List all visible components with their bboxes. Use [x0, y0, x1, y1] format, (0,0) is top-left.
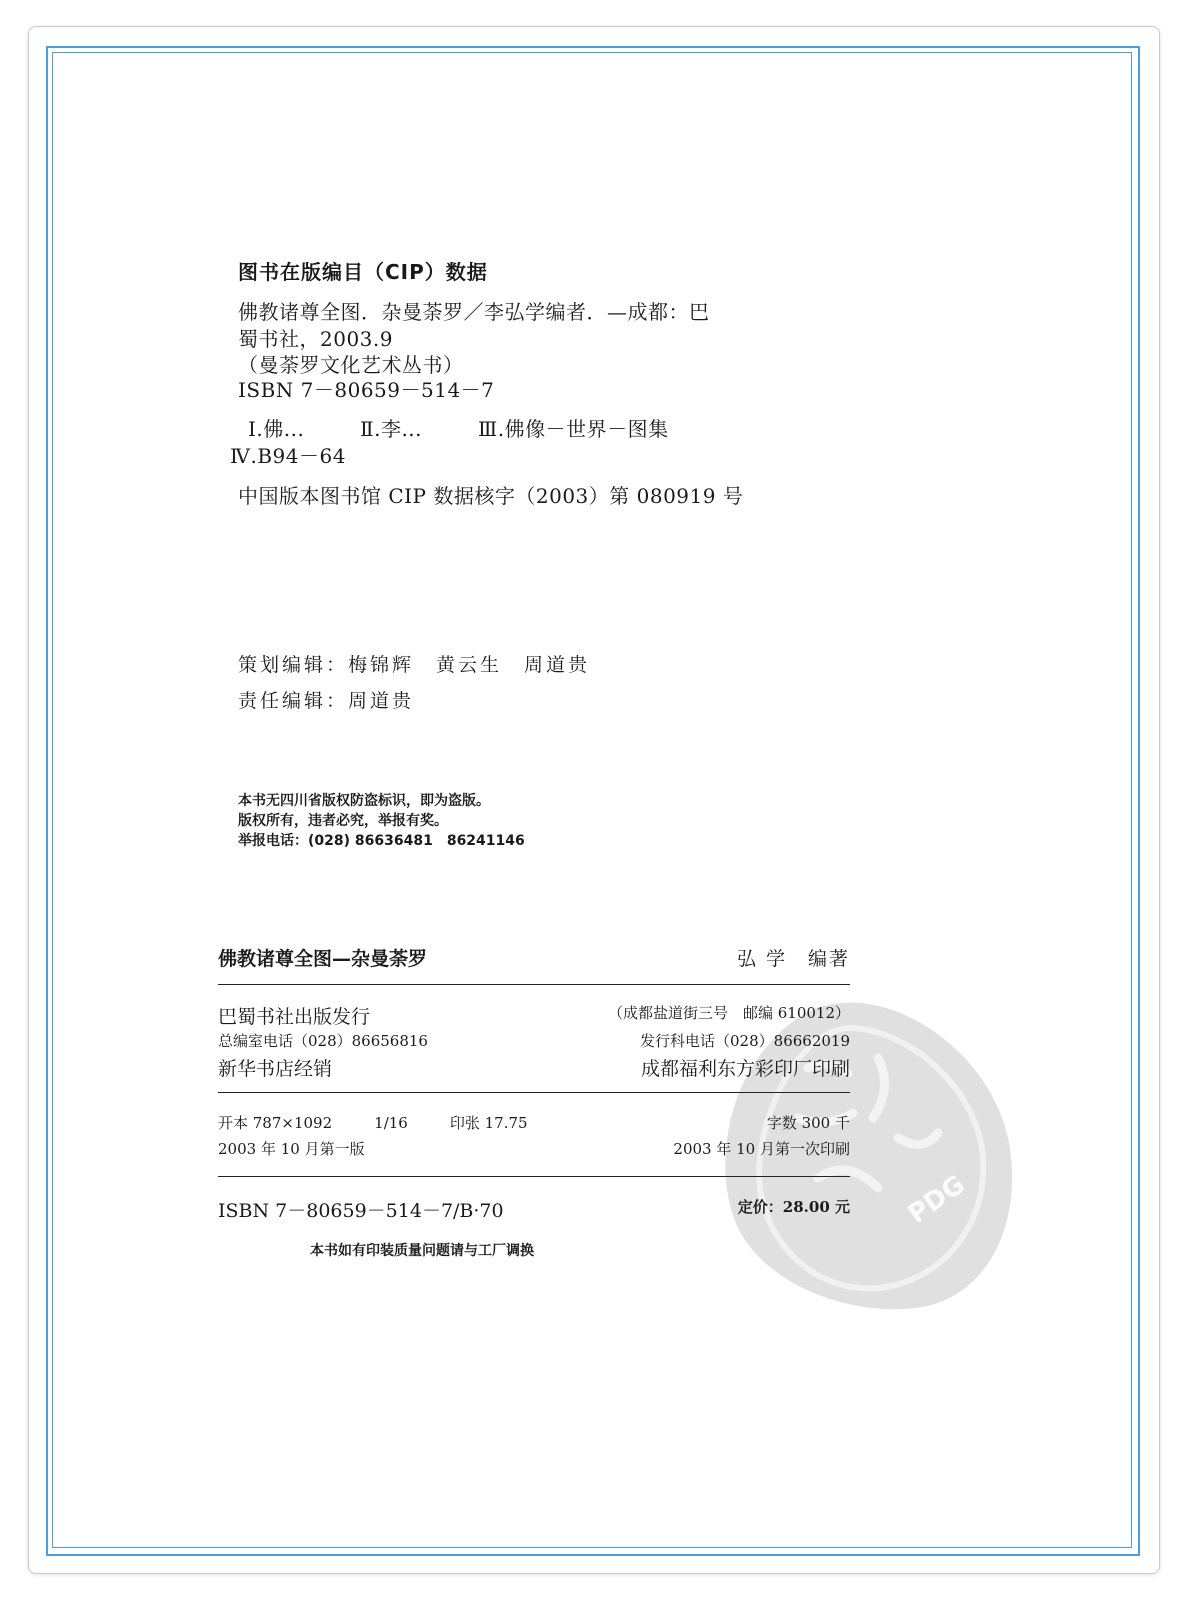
book-fraction: 1/16: [374, 1114, 408, 1132]
notice-line-2: 版权所有，违者必究，举报有奖。: [238, 813, 448, 829]
book-sheets: 印张 17.75: [449, 1114, 528, 1132]
stamp-text: PDG: [902, 1169, 971, 1230]
isbn-row: [218, 1196, 850, 1223]
cip-line-2: 蜀书社，2003.9: [238, 327, 393, 351]
cip-line-3: （曼荼罗文化艺术丛书）: [238, 353, 464, 377]
price: 定价：28.00 元: [737, 1198, 850, 1216]
notice-line-1: 本书无四川省版权防盗标识，即为盗版。: [238, 793, 490, 809]
distributor: 新华书店经销: [218, 1058, 333, 1080]
cip-isbn: ISBN 7－80659－514－7: [238, 378, 495, 402]
editorial-phone: 总编室电话（028）86656816: [218, 1032, 428, 1050]
publisher: 巴蜀书社出版发行: [218, 1006, 371, 1028]
colophon-rule-2: [218, 1092, 850, 1093]
publisher-address: （成都盐道街三号 邮编 610012）: [607, 1004, 850, 1022]
cip-class-3: Ⅲ.佛像－世界－图集: [478, 417, 669, 441]
page-border-inner: [52, 52, 1132, 1548]
isbn-full: ISBN 7－80659－514－7/B·70: [218, 1200, 504, 1222]
cip-heading: 图书在版编目（CIP）数据: [238, 260, 488, 284]
cip-class-1: Ⅰ.佛...: [248, 417, 305, 441]
colophon-title-row: [218, 944, 850, 971]
cip-class-2: Ⅱ.李...: [360, 417, 423, 441]
cip-class-4: Ⅳ.B94－64: [230, 444, 346, 468]
responsible-editor: 责任编辑：周道贵: [238, 690, 415, 712]
quality-note: 本书如有印装质量问题请与工厂调换: [310, 1243, 534, 1259]
colophon-rule-1: [218, 984, 850, 985]
cip-line-1: 佛教诸尊全图．杂曼荼罗／李弘学编者．—成都：巴: [238, 300, 710, 324]
cip-check-number: 中国版本图书馆 CIP 数据核字（2003）第 080919 号: [238, 484, 744, 508]
book-title: 佛教诸尊全图—杂曼荼罗: [218, 948, 428, 970]
publisher-row: [218, 1002, 850, 1029]
phone-row: [218, 1030, 850, 1051]
notice-line-3: 举报电话：(028) 86636481 86241146: [238, 833, 525, 849]
colophon-rule-3: [218, 1176, 850, 1177]
distribution-row: [218, 1054, 850, 1081]
printer: 成都福利东方彩印厂印刷: [640, 1058, 850, 1080]
book-format: 开本 787×1092: [218, 1114, 333, 1132]
word-count: 字数 300 千: [766, 1114, 850, 1132]
format-row: [218, 1112, 850, 1133]
colophon: [218, 944, 850, 1264]
sales-phone: 发行科电话（028）86662019: [640, 1032, 850, 1050]
edition-row: [218, 1138, 850, 1159]
book-author: 弘 学 编著: [736, 948, 850, 970]
printing: 2003 年 10 月第一次印刷: [673, 1140, 850, 1158]
edition: 2003 年 10 月第一版: [218, 1140, 365, 1158]
planning-editors: 策划编辑：梅锦辉 黄云生 周道贵: [238, 654, 591, 676]
